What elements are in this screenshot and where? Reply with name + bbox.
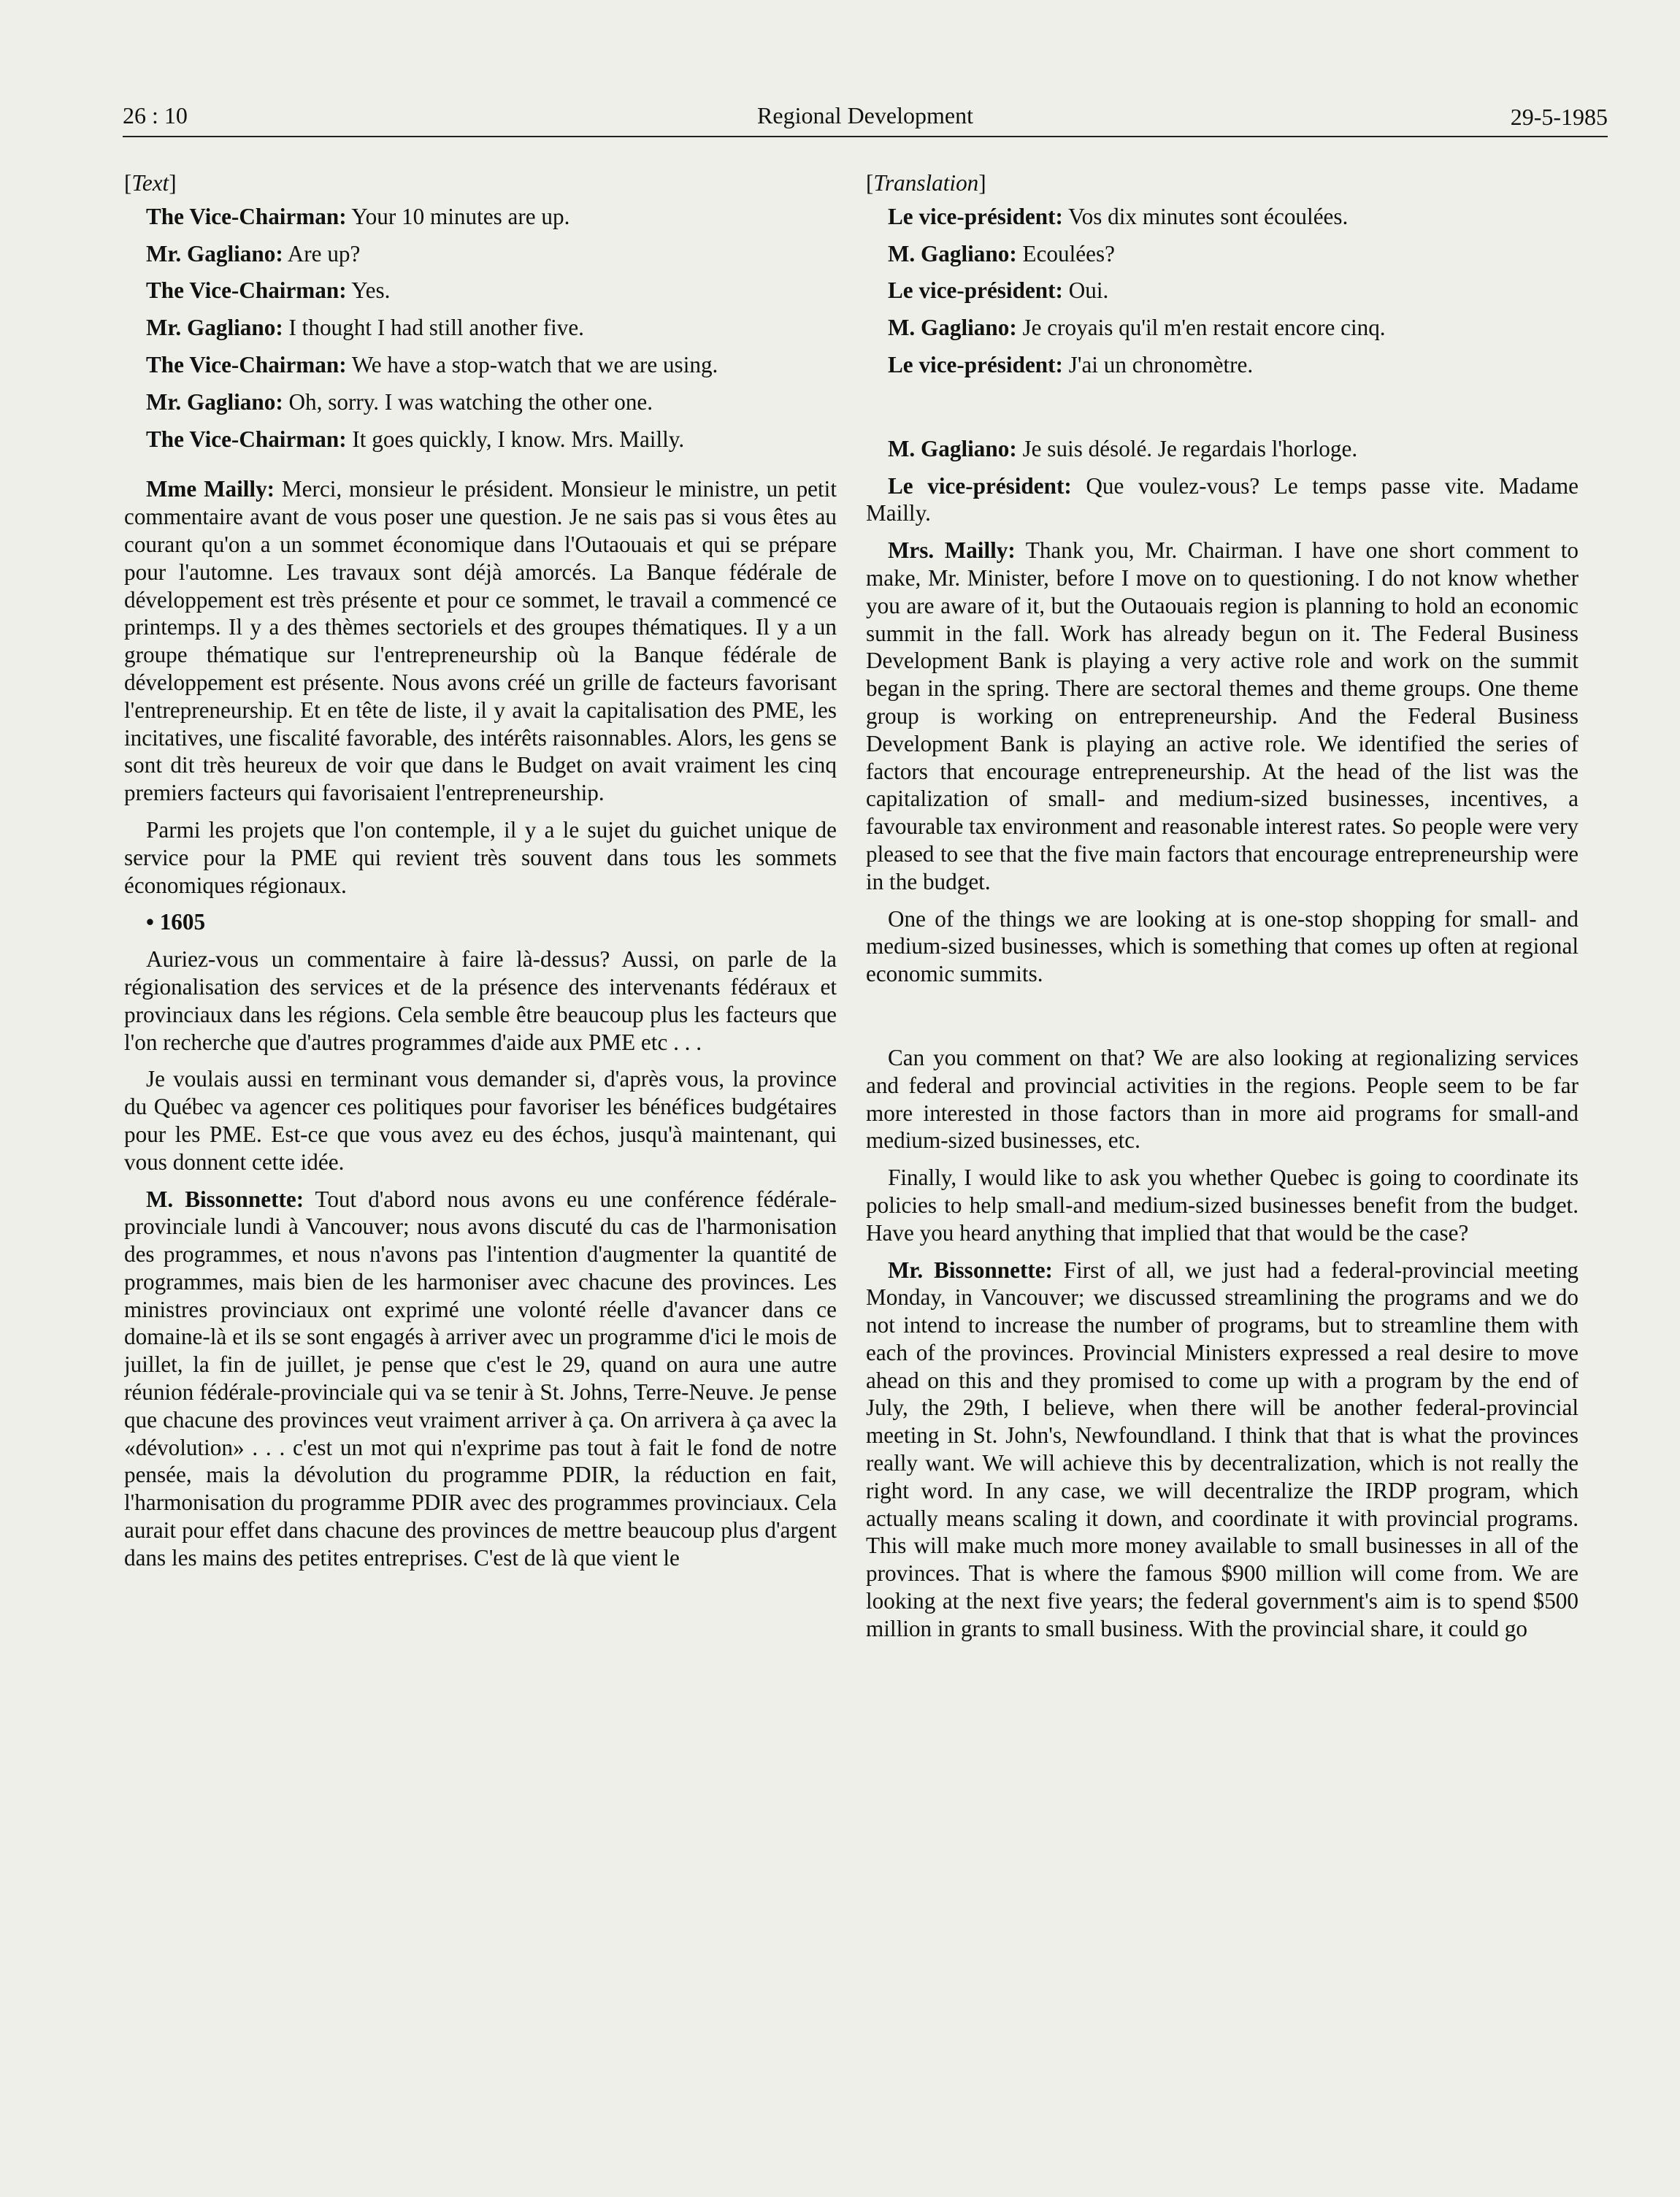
paragraph: M. Bissonnette: Tout d'abord nous avons eu une conférence fédérale-provinciale lundi à Vancouver; nous avons discuté du cas de l'harmonisation des programmes, et nous n'avons pas l'intention d'augmenter la quantité de programmes, mais bien de les harmoniser avec chacune des provinces. Les ministres provinciaux ont exprimé une volonté réelle d'avancer dans ce domaine-là et ils se sont engagés à arriver avec un programme d'ici le mois de juillet, la fin de juillet, je pense que c'est le 29, quand on aura une autre réunion fédérale-provinciale qui va se tenir à St. Johns, Terre-Neuve. Je pense que chacune des provinces veut vraiment arriver à ça. On arrivera à ça avec la «dévolution» . . . c'est un mot qui n'exprime pas tout à fait le fond de notre pensée, mais la dévolution du programme PDIR, la réduction en fait, l'harmonisation du programme PDIR avec des programmes provinciaux. Cela aurait pour effet dans chacune des provinces de mettre beaucoup plus d'argent dans les mains des petites entreprises. C'est de là que vient le xyxy=(124,1186,837,1571)
speaker-name: Mr. Bissonnette: xyxy=(888,1257,1053,1283)
paragraph: Mr. Gagliano: Are up? xyxy=(146,240,361,267)
paragraph: Je voulais aussi en terminant vous demander si, d'après vous, la province du Québec va agencer ces politiques pour favoriser les bénéfices budgétaires pour les PME. Est-ce que vous avez eu des échos, jusqu'à maintenant, qui vous donnent cette idée. xyxy=(124,1066,837,1175)
speaker-name: Le vice-président: xyxy=(888,277,1063,304)
paragraph: Le vice-président: Que voulez-vous? Le temps passe vite. Madame Mailly. xyxy=(866,472,1579,526)
speaker-name: M. Gagliano: xyxy=(888,315,1017,341)
paragraph: The Vice-Chairman: We have a stop-watch that we are using. xyxy=(146,351,718,377)
paragraph: The Vice-Chairman: It goes quickly, I know. Mrs. Mailly. xyxy=(146,426,685,452)
speaker-name: Mr. Gagliano: xyxy=(146,388,283,415)
running-title: Regional Development xyxy=(757,102,973,129)
paragraph: Le vice-président: J'ai un chronomètre. xyxy=(888,351,1254,377)
speaker-name: M. Gagliano: xyxy=(888,240,1017,267)
right-column xyxy=(866,169,1579,2141)
paragraph: Can you comment on that? We are also looking at regionalizing services and federal and provincial activities in the regions. People seem to be far more interested in those factors than in more aid programs for small-and medium-sized businesses, etc. xyxy=(866,1044,1579,1154)
speaker-name: M. Bissonnette: xyxy=(146,1186,304,1212)
paragraph: Mr. Bissonnette: First of all, we just had a federal-provincial meeting Monday, in Vancouver; we discussed streamlining the programs and we do not intend to increase the number of programs, but to streamline them with each of the provinces. Provincial Ministers expressed a real desire to move ahead on this and they promised to come up with a program by the end of July, the 29th, I believe, when there will be another federal-provincial meeting in St. John's, Newfoundland. I think that that is what the provinces really want. We will achieve this by decentralization, which is not really the right word. In any case, we will decentralize the IRDP program, which actually means scaling it down, and coordinate it with provincial programs. This will make much more money available to small businesses in all of the provinces. That is where the famous $900 million will come from. We are looking at the next five years; the federal government's aim is to spend $500 million in grants to small business. With the provincial share, it could go xyxy=(866,1257,1579,1641)
paragraph: One of the things we are looking at is one-stop shopping for small- and medium-sized businesses, which is something that comes up often at regional economic summits. xyxy=(866,905,1579,987)
speaker-name: Mrs. Mailly: xyxy=(888,537,1016,564)
speaker-name: Mme Mailly: xyxy=(146,476,275,502)
speaker-name: Le vice-président: xyxy=(888,472,1072,499)
paragraph: M. Gagliano: Ecoulées? xyxy=(888,240,1115,267)
paragraph: Mr. Gagliano: Oh, sorry. I was watching the other one. xyxy=(146,388,653,415)
page-header xyxy=(123,102,1608,137)
speaker-name: Le vice-président: xyxy=(888,203,1063,229)
speaker-name: The Vice-Chairman: xyxy=(146,203,347,229)
speaker-name: Le vice-président: xyxy=(888,351,1063,377)
paragraph: Le vice-président: Oui. xyxy=(888,277,1109,304)
speaker-name: M. Gagliano: xyxy=(888,435,1017,461)
paragraph: Mr. Gagliano: I thought I had still another five. xyxy=(146,315,584,341)
paragraph: The Vice-Chairman: Yes. xyxy=(146,277,391,304)
section-tag: [Text] xyxy=(124,170,177,196)
paragraph: Mrs. Mailly: Thank you, Mr. Chairman. I have one short comment to make, Mr. Minister, before I move on to questioning. I do not know whether you are aware of it, but the Outaouais region is planning to hold an economic summit in the fall. Work has already begun on it. The Federal Business Development Bank is playing a very active role and work on the summit began in the spring. There are sectoral themes and theme groups. One theme group is working on entrepreneurship. And the Federal Business Development Bank is playing an active role. We identified the series of factors that encourage entrepreneurship. At the head of the list was the capitalization of small- and medium-sized businesses, incentives, a favourable tax environment and reasonable interest rates. So people were very pleased to see that the five main factors that encourage entrepreneurship were in the budget. xyxy=(866,537,1579,894)
section-tag: [Translation] xyxy=(866,170,986,196)
paragraph: M. Gagliano: Je croyais qu'il m'en restait encore cinq. xyxy=(888,315,1386,341)
paragraph: Auriez-vous un commentaire à faire là-dessus? Aussi, on parle de la régionalisation des services et de la présence des intervenants fédéraux et provinciaux dans les régions. Cela semble être beaucoup plus les facteurs que l'on recherche que d'autres programmes d'aide aux PME etc . . . xyxy=(124,946,837,1055)
page-date: 29-5-1985 xyxy=(1510,104,1608,130)
left-column xyxy=(124,169,837,2141)
paragraph: Le vice-président: Vos dix minutes sont écoulées. xyxy=(888,203,1349,229)
paragraph: M. Gagliano: Je suis désolé. Je regardais l'horloge. xyxy=(888,435,1358,461)
speaker-name: The Vice-Chairman: xyxy=(146,277,347,304)
speaker-name: Mr. Gagliano: xyxy=(146,315,283,341)
page-number: 26 : 10 xyxy=(123,102,188,129)
paragraph: Mme Mailly: Merci, monsieur le président. Monsieur le ministre, un petit commentaire avant de vous poser une question. Je ne sais pas si vous êtes au courant qu'on a un sommet économique dans l'Outaouais et qui se prépare pour l'automne. Les travaux sont déjà amorcés. La Banque fédérale de développement est très présente et pour ce sommet, le travail a commencé ce printemps. Il y a des thèmes sectoriels et des groupes thématiques. Il y a un groupe thématique sur l'entrepreneurship où la Banque fédérale de développement est présente. Nous avons créé un grille de facteurs favorisant l'entrepreneurship. Et en tête de liste, il y avait la capitalisation des PME, les incitatives, une fiscalité favorable, des intérêts raisonnables. Alors, les gens se sont dit très heureux de voir que dans le Budget on avait vraiment les cinq premiers facteurs qui favorisaient l'entrepreneurship. xyxy=(124,476,837,806)
paragraph: Finally, I would like to ask you whether Quebec is going to coordinate its policies to help small-and medium-sized businesses benefit from the budget. Have you heard anything that implied that that would be the case? xyxy=(866,1165,1579,1246)
speaker-name: The Vice-Chairman: xyxy=(146,351,347,377)
paragraph: Parmi les projets que l'on contemple, il y a le sujet du guichet unique de service pour la PME qui revient très souvent dans tous les sommets économiques régionaux. xyxy=(124,816,837,898)
paragraph: The Vice-Chairman: Your 10 minutes are up. xyxy=(146,203,570,229)
speaker-name: The Vice-Chairman: xyxy=(146,426,347,452)
time-marker: • 1605 xyxy=(146,909,206,935)
speaker-name: Mr. Gagliano: xyxy=(146,240,283,267)
